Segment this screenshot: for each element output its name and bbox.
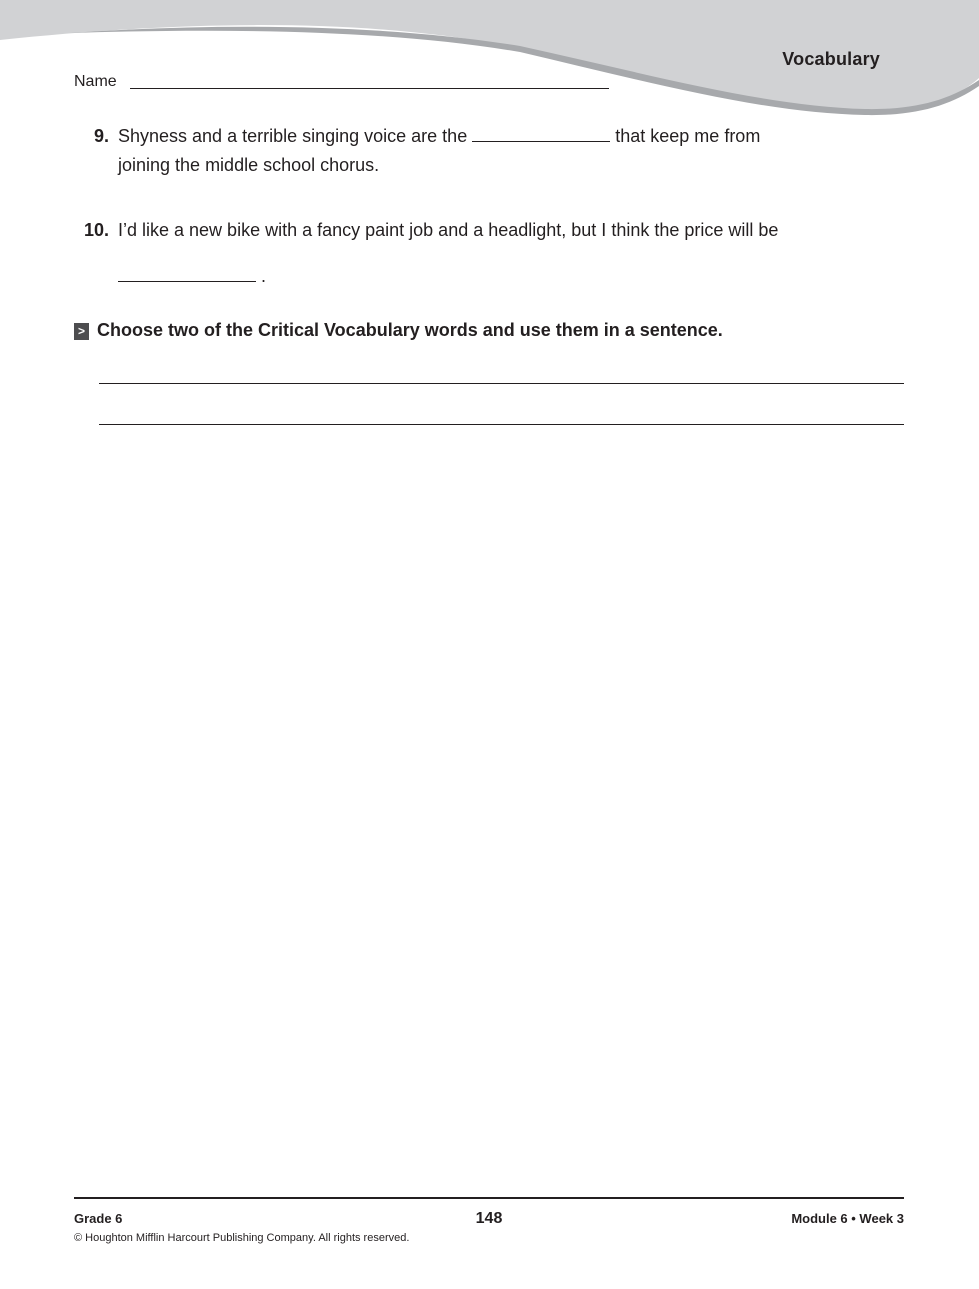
page-number: 148 (475, 1210, 503, 1227)
answer-blank[interactable] (472, 123, 610, 142)
question-10-line-2 (118, 262, 266, 291)
footer-grade: Grade 6 (74, 1211, 123, 1226)
footer-copyright: © Houghton Mifflin Harcourt Publishing Company. All rights reserved. (74, 1232, 410, 1244)
question-9 (0, 120, 979, 180)
answer-line[interactable] (99, 424, 904, 425)
writing-prompt-text: Choose two of the Critical Vocabulary words and use them in a sentence. (97, 320, 723, 340)
name-input-line[interactable] (130, 88, 609, 89)
writing-prompt (74, 320, 723, 341)
arrow-right-icon: > (74, 323, 89, 340)
question-9-line-1 (118, 122, 760, 151)
question-10 (0, 215, 979, 295)
question-10-text-after-blank: . (261, 266, 267, 286)
question-9-line-2: joining the middle school chorus. (118, 155, 380, 175)
footer-module-week: Module 6 • Week 3 (791, 1211, 904, 1226)
section-title: Vocabulary (782, 49, 880, 69)
answer-line[interactable] (99, 383, 904, 384)
footer-divider (74, 1197, 904, 1199)
name-label: Name (74, 73, 117, 90)
question-10-line-1: I’d like a new bike with a fancy paint job and a headlight, but I think the price will be (118, 220, 779, 240)
question-9-text-after-blank: that keep me from (615, 126, 761, 146)
question-number: 9. (93, 126, 109, 146)
question-9-text-before-blank: Shyness and a terrible singing voice are the (118, 126, 468, 146)
question-number: 10. (83, 220, 109, 240)
answer-blank[interactable] (118, 263, 256, 282)
